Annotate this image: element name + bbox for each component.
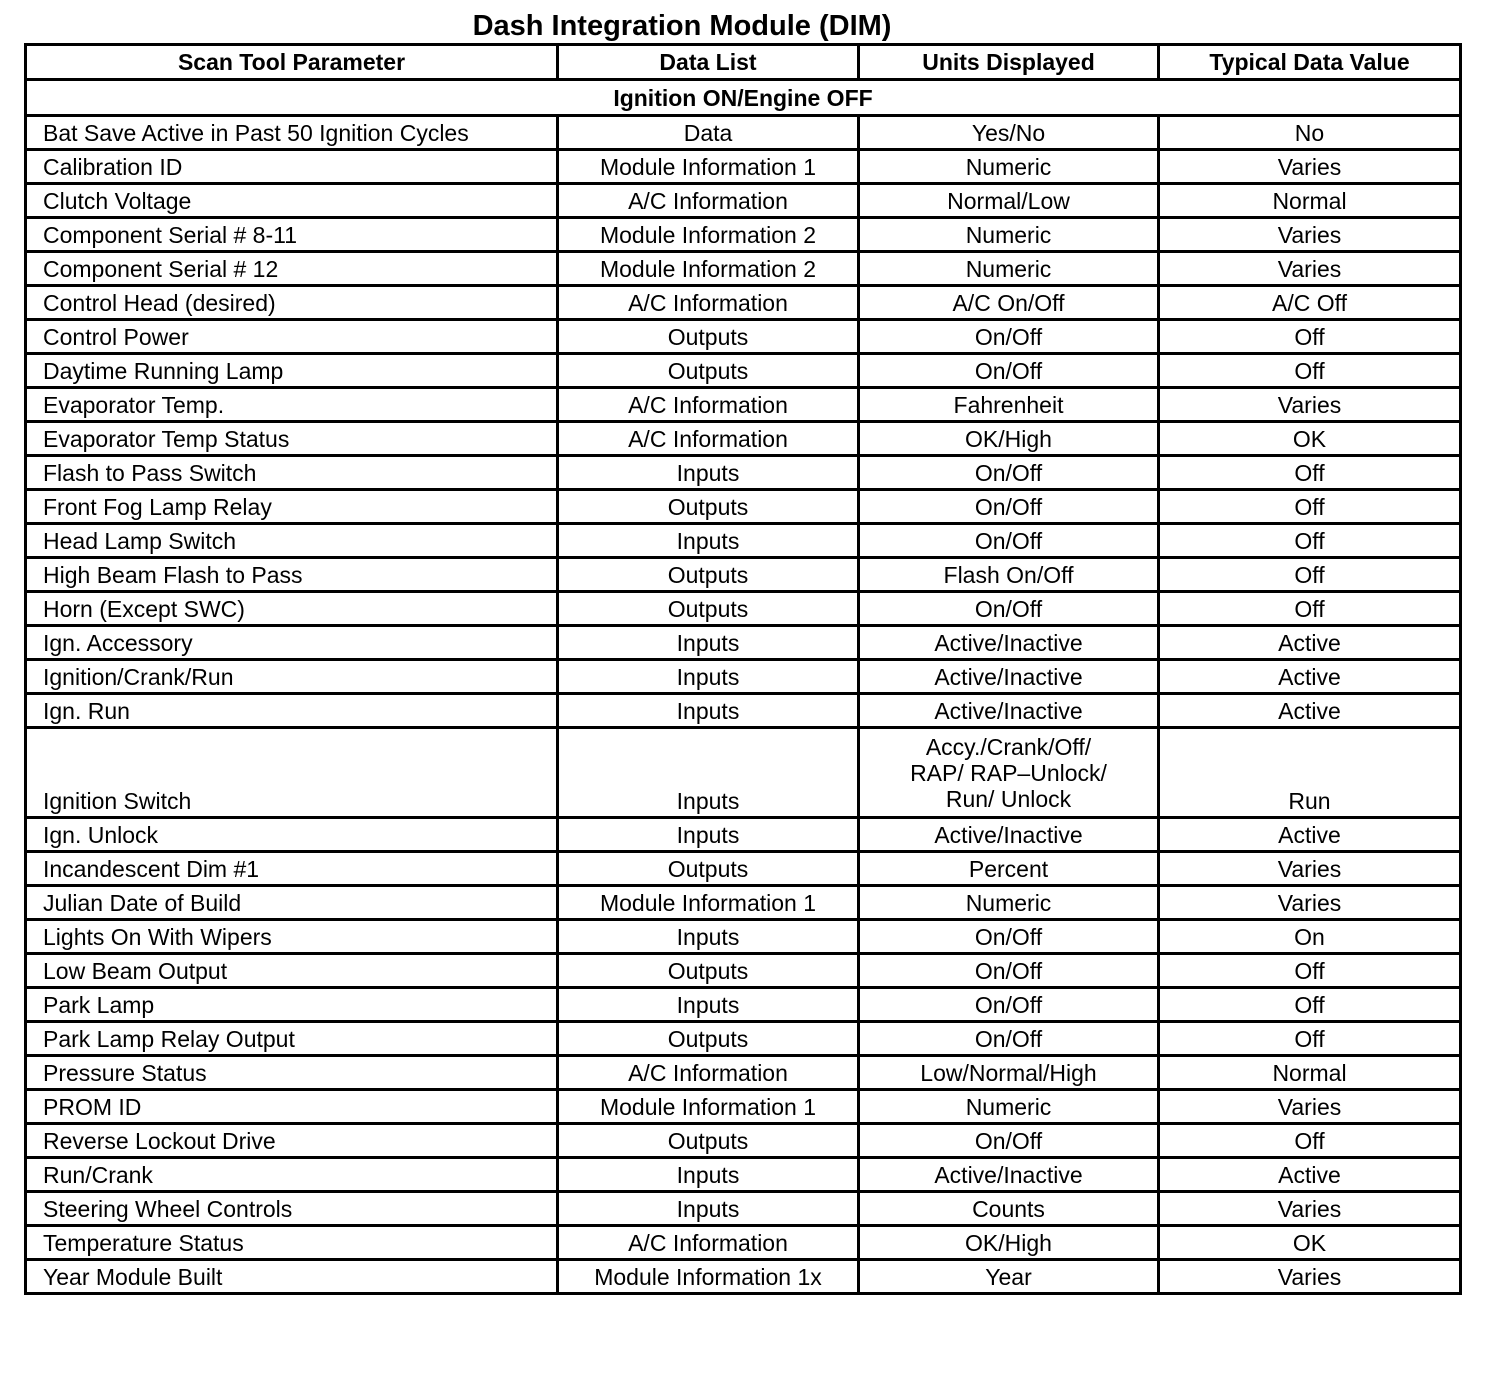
cell-data-list: Inputs — [558, 660, 859, 694]
cell-typical-data-value: Varies — [1159, 218, 1461, 252]
cell-scan-tool-parameter: Ignition/Crank/Run — [26, 660, 558, 694]
cell-scan-tool-parameter: Component Serial # 12 — [26, 252, 558, 286]
table-row — [26, 558, 1461, 592]
cell-data-list: Inputs — [558, 456, 859, 490]
header-typical-data-value: Typical Data Value — [1159, 45, 1461, 80]
cell-data-list: Outputs — [558, 490, 859, 524]
table-row — [26, 1226, 1461, 1260]
cell-units-displayed: Numeric — [859, 218, 1159, 252]
table-row — [26, 218, 1461, 252]
table-row — [26, 626, 1461, 660]
cell-data-list: Inputs — [558, 728, 859, 818]
cell-units-displayed: On/Off — [859, 490, 1159, 524]
table-row — [26, 592, 1461, 626]
cell-units-displayed: OK/High — [859, 1226, 1159, 1260]
cell-scan-tool-parameter: Evaporator Temp Status — [26, 422, 558, 456]
table-row — [26, 886, 1461, 920]
cell-scan-tool-parameter: Ign. Accessory — [26, 626, 558, 660]
cell-data-list: A/C Information — [558, 184, 859, 218]
table-row — [26, 818, 1461, 852]
cell-typical-data-value: A/C Off — [1159, 286, 1461, 320]
cell-units-displayed: OK/High — [859, 422, 1159, 456]
cell-typical-data-value: Off — [1159, 320, 1461, 354]
table-row — [26, 1022, 1461, 1056]
cell-data-list: Inputs — [558, 1158, 859, 1192]
cell-scan-tool-parameter: Julian Date of Build — [26, 886, 558, 920]
cell-typical-data-value: Active — [1159, 1158, 1461, 1192]
cell-units-displayed: Numeric — [859, 886, 1159, 920]
table-row — [26, 920, 1461, 954]
cell-units-displayed: On/Off — [859, 1022, 1159, 1056]
section-row — [26, 80, 1461, 116]
cell-scan-tool-parameter: Ign. Run — [26, 694, 558, 728]
table-row — [26, 320, 1461, 354]
table-row — [26, 116, 1461, 150]
table-row — [26, 388, 1461, 422]
cell-data-list: Inputs — [558, 1192, 859, 1226]
cell-scan-tool-parameter: Pressure Status — [26, 1056, 558, 1090]
cell-typical-data-value: Varies — [1159, 252, 1461, 286]
cell-units-displayed: On/Off — [859, 988, 1159, 1022]
cell-units-displayed: Active/Inactive — [859, 1158, 1159, 1192]
cell-data-list: A/C Information — [558, 1226, 859, 1260]
cell-units-displayed: Percent — [859, 852, 1159, 886]
cell-units-displayed: On/Off — [859, 592, 1159, 626]
cell-scan-tool-parameter: Flash to Pass Switch — [26, 456, 558, 490]
cell-scan-tool-parameter: Component Serial # 8-11 — [26, 218, 558, 252]
cell-units-displayed: On/Off — [859, 320, 1159, 354]
header-data-list: Data List — [558, 45, 859, 80]
table-row — [26, 184, 1461, 218]
cell-typical-data-value: Off — [1159, 1022, 1461, 1056]
table-row — [26, 1158, 1461, 1192]
cell-scan-tool-parameter: PROM ID — [26, 1090, 558, 1124]
cell-typical-data-value: No — [1159, 116, 1461, 150]
cell-data-list: Inputs — [558, 988, 859, 1022]
cell-typical-data-value: Off — [1159, 954, 1461, 988]
cell-data-list: Module Information 2 — [558, 252, 859, 286]
cell-units-displayed: On/Off — [859, 456, 1159, 490]
cell-typical-data-value: Varies — [1159, 150, 1461, 184]
cell-data-list: Data — [558, 116, 859, 150]
table-row — [26, 456, 1461, 490]
cell-units-displayed: A/C On/Off — [859, 286, 1159, 320]
cell-data-list: Inputs — [558, 920, 859, 954]
cell-data-list: Outputs — [558, 354, 859, 388]
cell-scan-tool-parameter: Front Fog Lamp Relay — [26, 490, 558, 524]
cell-units-displayed: Numeric — [859, 252, 1159, 286]
cell-typical-data-value: Active — [1159, 818, 1461, 852]
cell-typical-data-value: Run — [1159, 728, 1461, 818]
cell-units-displayed: Normal/Low — [859, 184, 1159, 218]
cell-scan-tool-parameter: Horn (Except SWC) — [26, 592, 558, 626]
cell-scan-tool-parameter: Bat Save Active in Past 50 Ignition Cycles — [26, 116, 558, 150]
cell-data-list: Module Information 1 — [558, 150, 859, 184]
cell-typical-data-value: On — [1159, 920, 1461, 954]
cell-data-list: Inputs — [558, 626, 859, 660]
cell-scan-tool-parameter: Steering Wheel Controls — [26, 1192, 558, 1226]
cell-scan-tool-parameter: Incandescent Dim #1 — [26, 852, 558, 886]
cell-units-displayed: Flash On/Off — [859, 558, 1159, 592]
cell-data-list: Module Information 1x — [558, 1260, 859, 1294]
cell-typical-data-value: Off — [1159, 592, 1461, 626]
cell-units-displayed: Year — [859, 1260, 1159, 1294]
cell-data-list: Inputs — [558, 694, 859, 728]
cell-units-displayed: On/Off — [859, 524, 1159, 558]
cell-data-list: Outputs — [558, 320, 859, 354]
cell-typical-data-value: Active — [1159, 660, 1461, 694]
table-row — [26, 422, 1461, 456]
cell-typical-data-value: Normal — [1159, 184, 1461, 218]
table-row — [26, 354, 1461, 388]
cell-scan-tool-parameter: Calibration ID — [26, 150, 558, 184]
cell-typical-data-value: Active — [1159, 694, 1461, 728]
table-row — [26, 728, 1461, 818]
cell-units-displayed: On/Off — [859, 1124, 1159, 1158]
cell-units-displayed: Numeric — [859, 150, 1159, 184]
cell-scan-tool-parameter: Low Beam Output — [26, 954, 558, 988]
cell-scan-tool-parameter: Reverse Lockout Drive — [26, 1124, 558, 1158]
cell-data-list: A/C Information — [558, 286, 859, 320]
scan-tool-data-table — [24, 43, 1462, 1295]
cell-units-displayed: Active/Inactive — [859, 660, 1159, 694]
cell-scan-tool-parameter: Park Lamp — [26, 988, 558, 1022]
cell-units-displayed: Active/Inactive — [859, 626, 1159, 660]
cell-units-displayed: On/Off — [859, 920, 1159, 954]
cell-scan-tool-parameter: Park Lamp Relay Output — [26, 1022, 558, 1056]
cell-typical-data-value: Off — [1159, 524, 1461, 558]
cell-scan-tool-parameter: Control Head (desired) — [26, 286, 558, 320]
cell-units-displayed: On/Off — [859, 954, 1159, 988]
table-row — [26, 1192, 1461, 1226]
cell-data-list: Inputs — [558, 818, 859, 852]
table-row — [26, 660, 1461, 694]
cell-typical-data-value: Off — [1159, 456, 1461, 490]
table-row — [26, 286, 1461, 320]
cell-typical-data-value: Off — [1159, 558, 1461, 592]
cell-data-list: Outputs — [558, 954, 859, 988]
cell-data-list: A/C Information — [558, 388, 859, 422]
table-row — [26, 694, 1461, 728]
section-label: Ignition ON/Engine OFF — [26, 80, 1461, 116]
table-row — [26, 954, 1461, 988]
cell-units-displayed: Numeric — [859, 1090, 1159, 1124]
table-row — [26, 150, 1461, 184]
table-body — [26, 80, 1461, 1294]
cell-units-displayed: Fahrenheit — [859, 388, 1159, 422]
cell-typical-data-value: Normal — [1159, 1056, 1461, 1090]
cell-scan-tool-parameter: Year Module Built — [26, 1260, 558, 1294]
cell-units-displayed: Low/Normal/High — [859, 1056, 1159, 1090]
cell-scan-tool-parameter: Daytime Running Lamp — [26, 354, 558, 388]
cell-units-displayed: Accy./Crank/Off/ RAP/ RAP–Unlock/ Run/ Unlock — [859, 728, 1159, 818]
cell-units-displayed: Counts — [859, 1192, 1159, 1226]
table-row — [26, 524, 1461, 558]
cell-typical-data-value: Off — [1159, 354, 1461, 388]
cell-scan-tool-parameter: Ign. Unlock — [26, 818, 558, 852]
cell-scan-tool-parameter: Temperature Status — [26, 1226, 558, 1260]
cell-data-list: Outputs — [558, 1022, 859, 1056]
cell-typical-data-value: Varies — [1159, 1260, 1461, 1294]
cell-units-displayed: On/Off — [859, 354, 1159, 388]
cell-typical-data-value: Varies — [1159, 886, 1461, 920]
cell-data-list: Outputs — [558, 558, 859, 592]
table-row — [26, 1260, 1461, 1294]
cell-scan-tool-parameter: Evaporator Temp. — [26, 388, 558, 422]
table-row — [26, 852, 1461, 886]
cell-scan-tool-parameter: High Beam Flash to Pass — [26, 558, 558, 592]
table-row — [26, 1056, 1461, 1090]
cell-typical-data-value: Off — [1159, 490, 1461, 524]
cell-data-list: Module Information 1 — [558, 886, 859, 920]
table-row — [26, 988, 1461, 1022]
cell-data-list: Module Information 1 — [558, 1090, 859, 1124]
table-row — [26, 252, 1461, 286]
header-units-displayed: Units Displayed — [859, 45, 1159, 80]
cell-typical-data-value: Varies — [1159, 1192, 1461, 1226]
cell-data-list: Outputs — [558, 1124, 859, 1158]
cell-scan-tool-parameter: Lights On With Wipers — [26, 920, 558, 954]
cell-typical-data-value: OK — [1159, 1226, 1461, 1260]
cell-data-list: Module Information 2 — [558, 218, 859, 252]
cell-scan-tool-parameter: Run/Crank — [26, 1158, 558, 1192]
header-scan-tool-parameter: Scan Tool Parameter — [26, 45, 558, 80]
cell-scan-tool-parameter: Control Power — [26, 320, 558, 354]
cell-typical-data-value: Off — [1159, 988, 1461, 1022]
cell-scan-tool-parameter: Ignition Switch — [26, 728, 558, 818]
cell-typical-data-value: Varies — [1159, 852, 1461, 886]
table-row — [26, 490, 1461, 524]
cell-data-list: Outputs — [558, 852, 859, 886]
cell-typical-data-value: Active — [1159, 626, 1461, 660]
cell-data-list: A/C Information — [558, 1056, 859, 1090]
table-row — [26, 1090, 1461, 1124]
cell-data-list: Inputs — [558, 524, 859, 558]
cell-data-list: Outputs — [558, 592, 859, 626]
cell-units-displayed: Active/Inactive — [859, 694, 1159, 728]
cell-units-displayed: Yes/No — [859, 116, 1159, 150]
document-title: Dash Integration Module (DIM) — [472, 10, 892, 42]
cell-scan-tool-parameter: Head Lamp Switch — [26, 524, 558, 558]
table-row — [26, 1124, 1461, 1158]
table-header-row — [26, 45, 1461, 80]
cell-typical-data-value: Varies — [1159, 388, 1461, 422]
cell-typical-data-value: OK — [1159, 422, 1461, 456]
cell-typical-data-value: Varies — [1159, 1090, 1461, 1124]
cell-units-displayed: Active/Inactive — [859, 818, 1159, 852]
cell-typical-data-value: Off — [1159, 1124, 1461, 1158]
cell-data-list: A/C Information — [558, 422, 859, 456]
cell-scan-tool-parameter: Clutch Voltage — [26, 184, 558, 218]
